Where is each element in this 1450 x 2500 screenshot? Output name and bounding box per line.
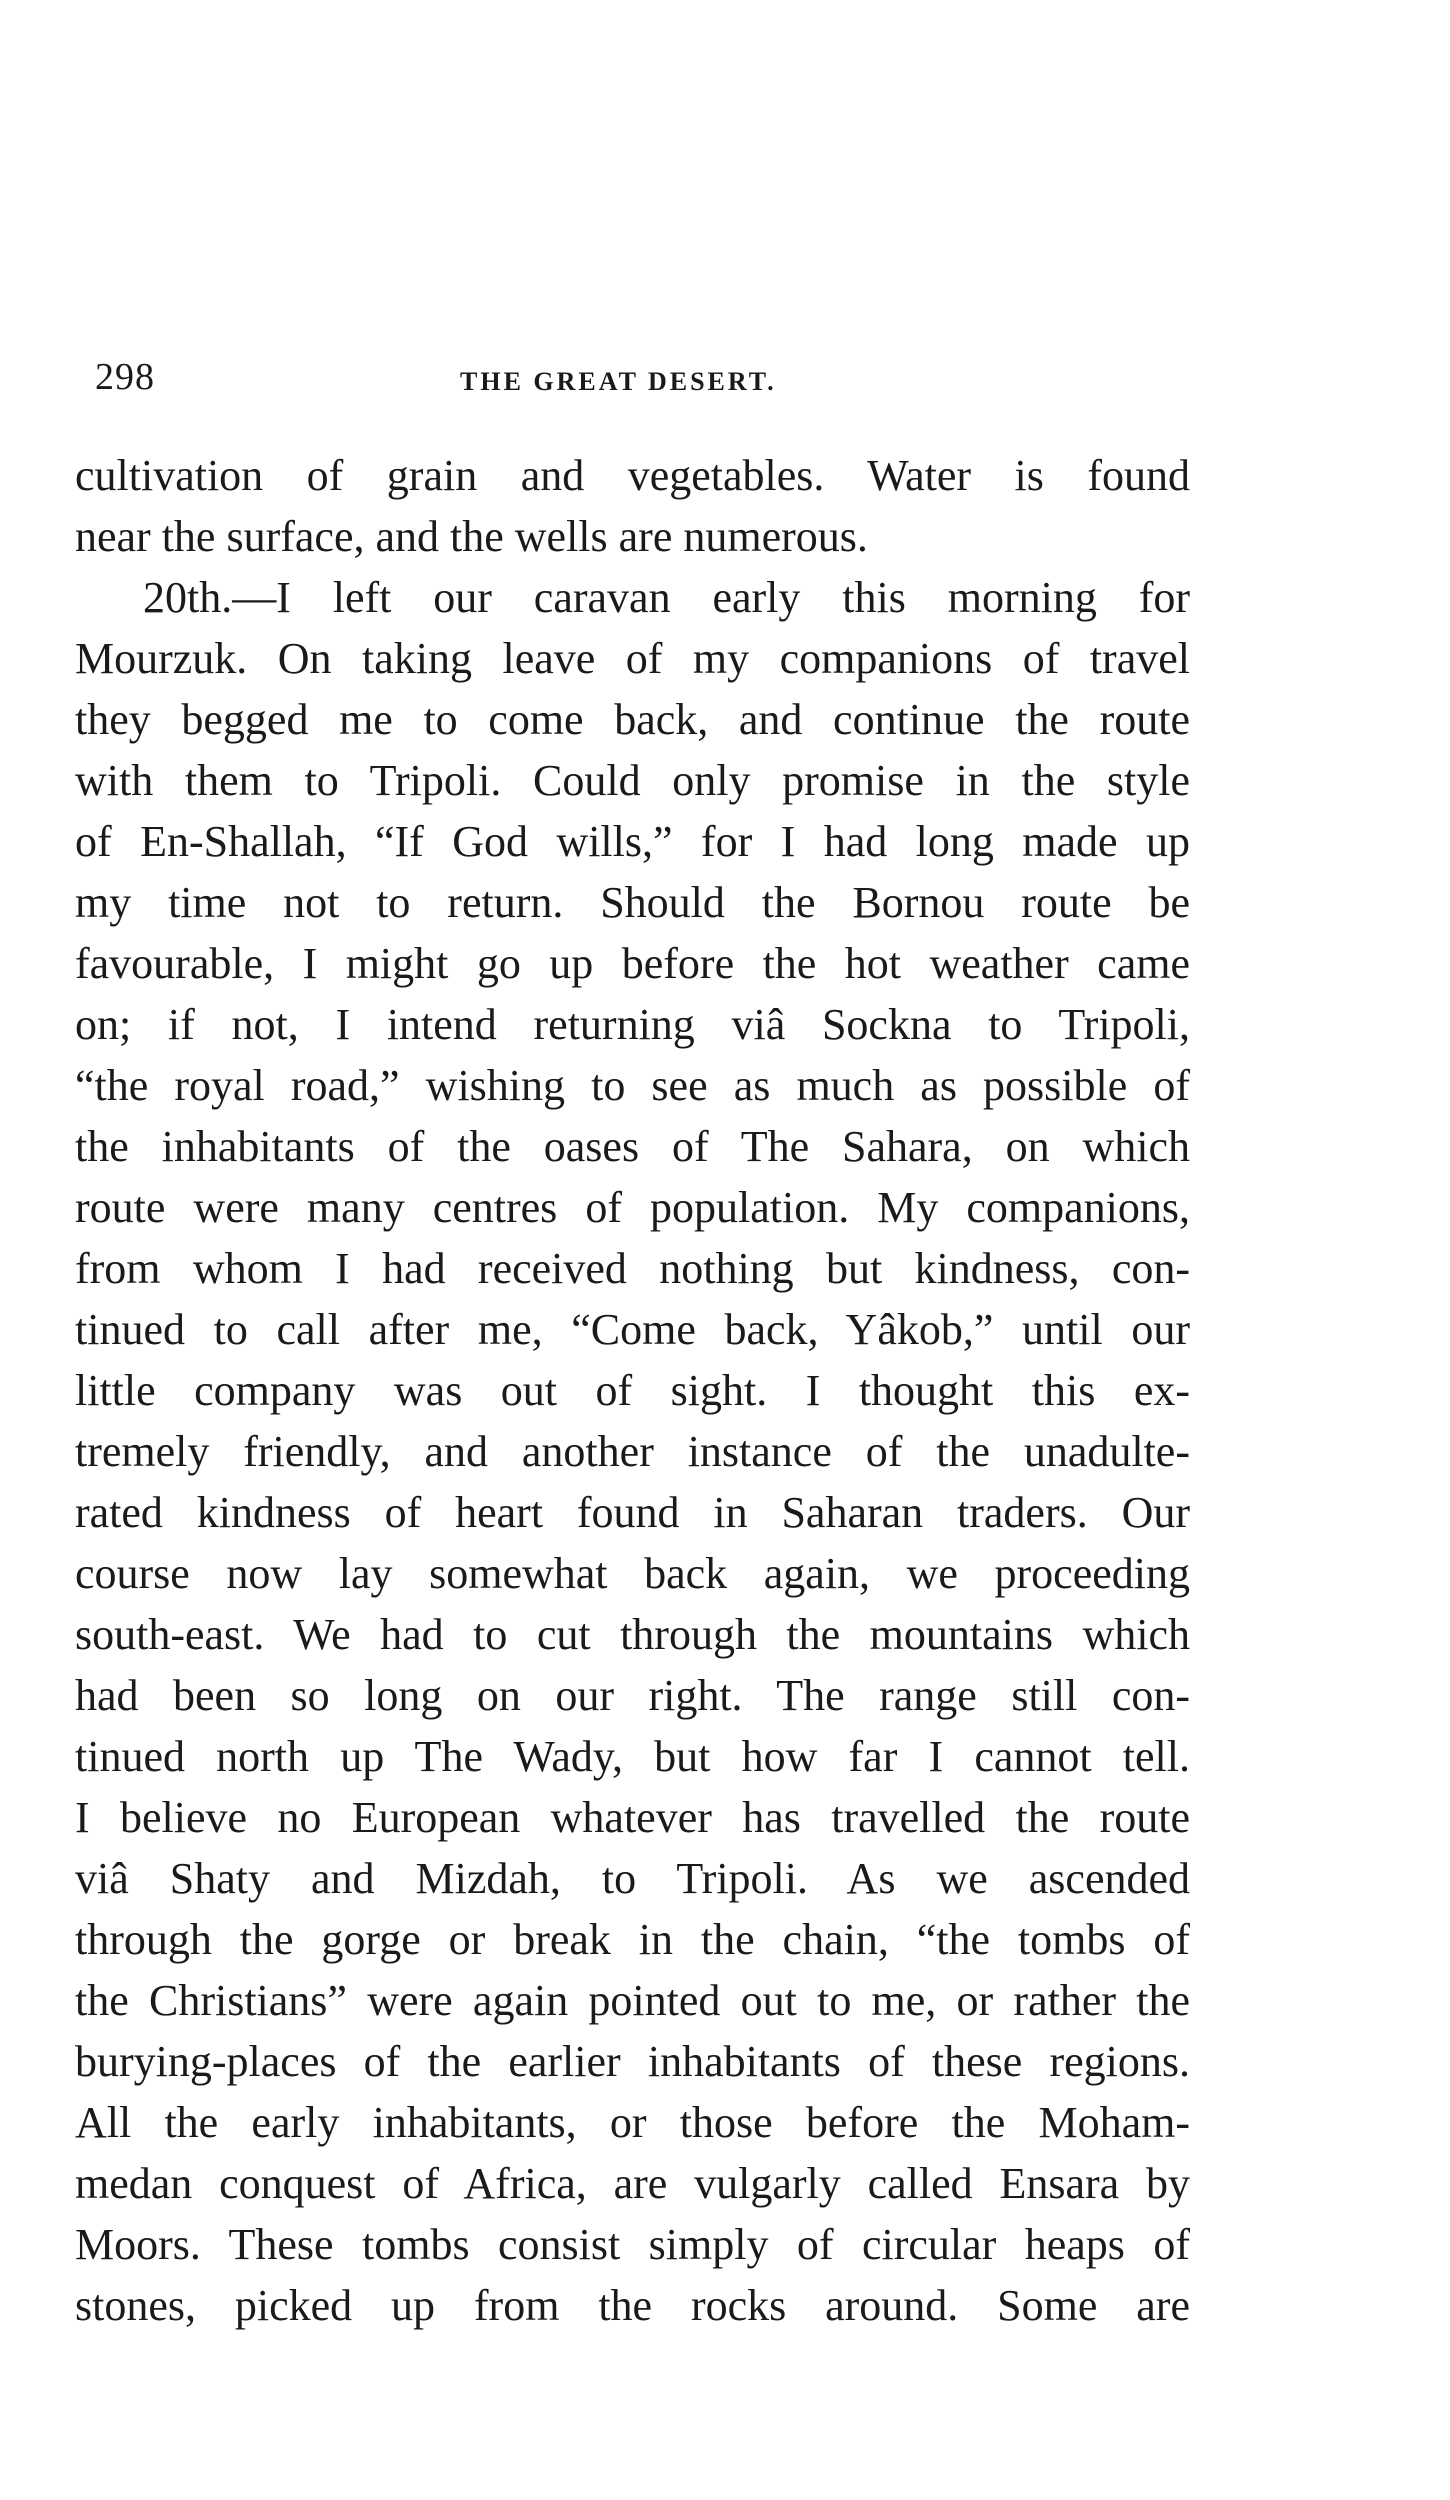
text-line: the Christians” were again pointed out to me, or rather the [75, 1976, 1190, 2025]
text-line: rated kindness of heart found in Saharan traders. Our [75, 1488, 1190, 1537]
text-line: with them to Tripoli. Could only promise in the style [75, 756, 1190, 805]
text-line: from whom I had received nothing but kindness, con- [75, 1244, 1190, 1293]
text-line: viâ Shaty and Mizdah, to Tripoli. As we ascended [75, 1854, 1190, 1903]
text-line: south-east. We had to cut through the mountains which [75, 1610, 1190, 1659]
text-line: of En-Shallah, “If God wills,” for I had long made up [75, 817, 1190, 866]
text-line: Mourzuk. On taking leave of my companions of travel [75, 634, 1190, 683]
text-line: the inhabitants of the oases of The Sahara, on which [75, 1122, 1190, 1171]
text-line: 20th.—I left our caravan early this morning for [143, 573, 1190, 622]
text-line: my time not to return. Should the Bornou route be [75, 878, 1190, 927]
text-line: I believe no European whatever has travelled the route [75, 1793, 1190, 1842]
text-line: “the royal road,” wishing to see as much as possible of [75, 1061, 1190, 1110]
text-line: tinued to call after me, “Come back, Yâkob,” until our [75, 1305, 1190, 1354]
text-line: stones, picked up from the rocks around. Some are [75, 2281, 1190, 2330]
text-line: course now lay somewhat back again, we proceeding [75, 1549, 1190, 1598]
text-line: on; if not, I intend returning viâ Sockna to Tripoli, [75, 1000, 1190, 1049]
running-title: THE GREAT DESERT. [460, 367, 777, 396]
text-line: through the gorge or break in the chain, “the tombs of [75, 1915, 1190, 1964]
text-line: little company was out of sight. I thought this ex- [75, 1366, 1190, 1415]
text-line: route were many centres of population. My companions, [75, 1183, 1190, 1232]
text-line: tinued north up The Wady, but how far I cannot tell. [75, 1732, 1190, 1781]
text-line: favourable, I might go up before the hot weather came [75, 939, 1190, 988]
text-line: near the surface, and the wells are numerous. [75, 512, 868, 561]
page-number: 298 [95, 356, 155, 398]
text-line: had been so long on our right. The range still con- [75, 1671, 1190, 1720]
text-line: Moors. These tombs consist simply of circular heaps of [75, 2220, 1190, 2269]
body-text [75, 445, 1190, 2336]
text-line: medan conquest of Africa, are vulgarly called Ensara by [75, 2159, 1190, 2208]
text-line: cultivation of grain and vegetables. Water is found [75, 451, 1190, 500]
text-line: they begged me to come back, and continue the route [75, 695, 1190, 744]
page-header [95, 355, 1190, 415]
text-line: burying-places of the earlier inhabitants of these regions. [75, 2037, 1190, 2086]
text-line: tremely friendly, and another instance of the unadulte- [75, 1427, 1190, 1476]
text-line: All the early inhabitants, or those before the Moham- [75, 2098, 1190, 2147]
